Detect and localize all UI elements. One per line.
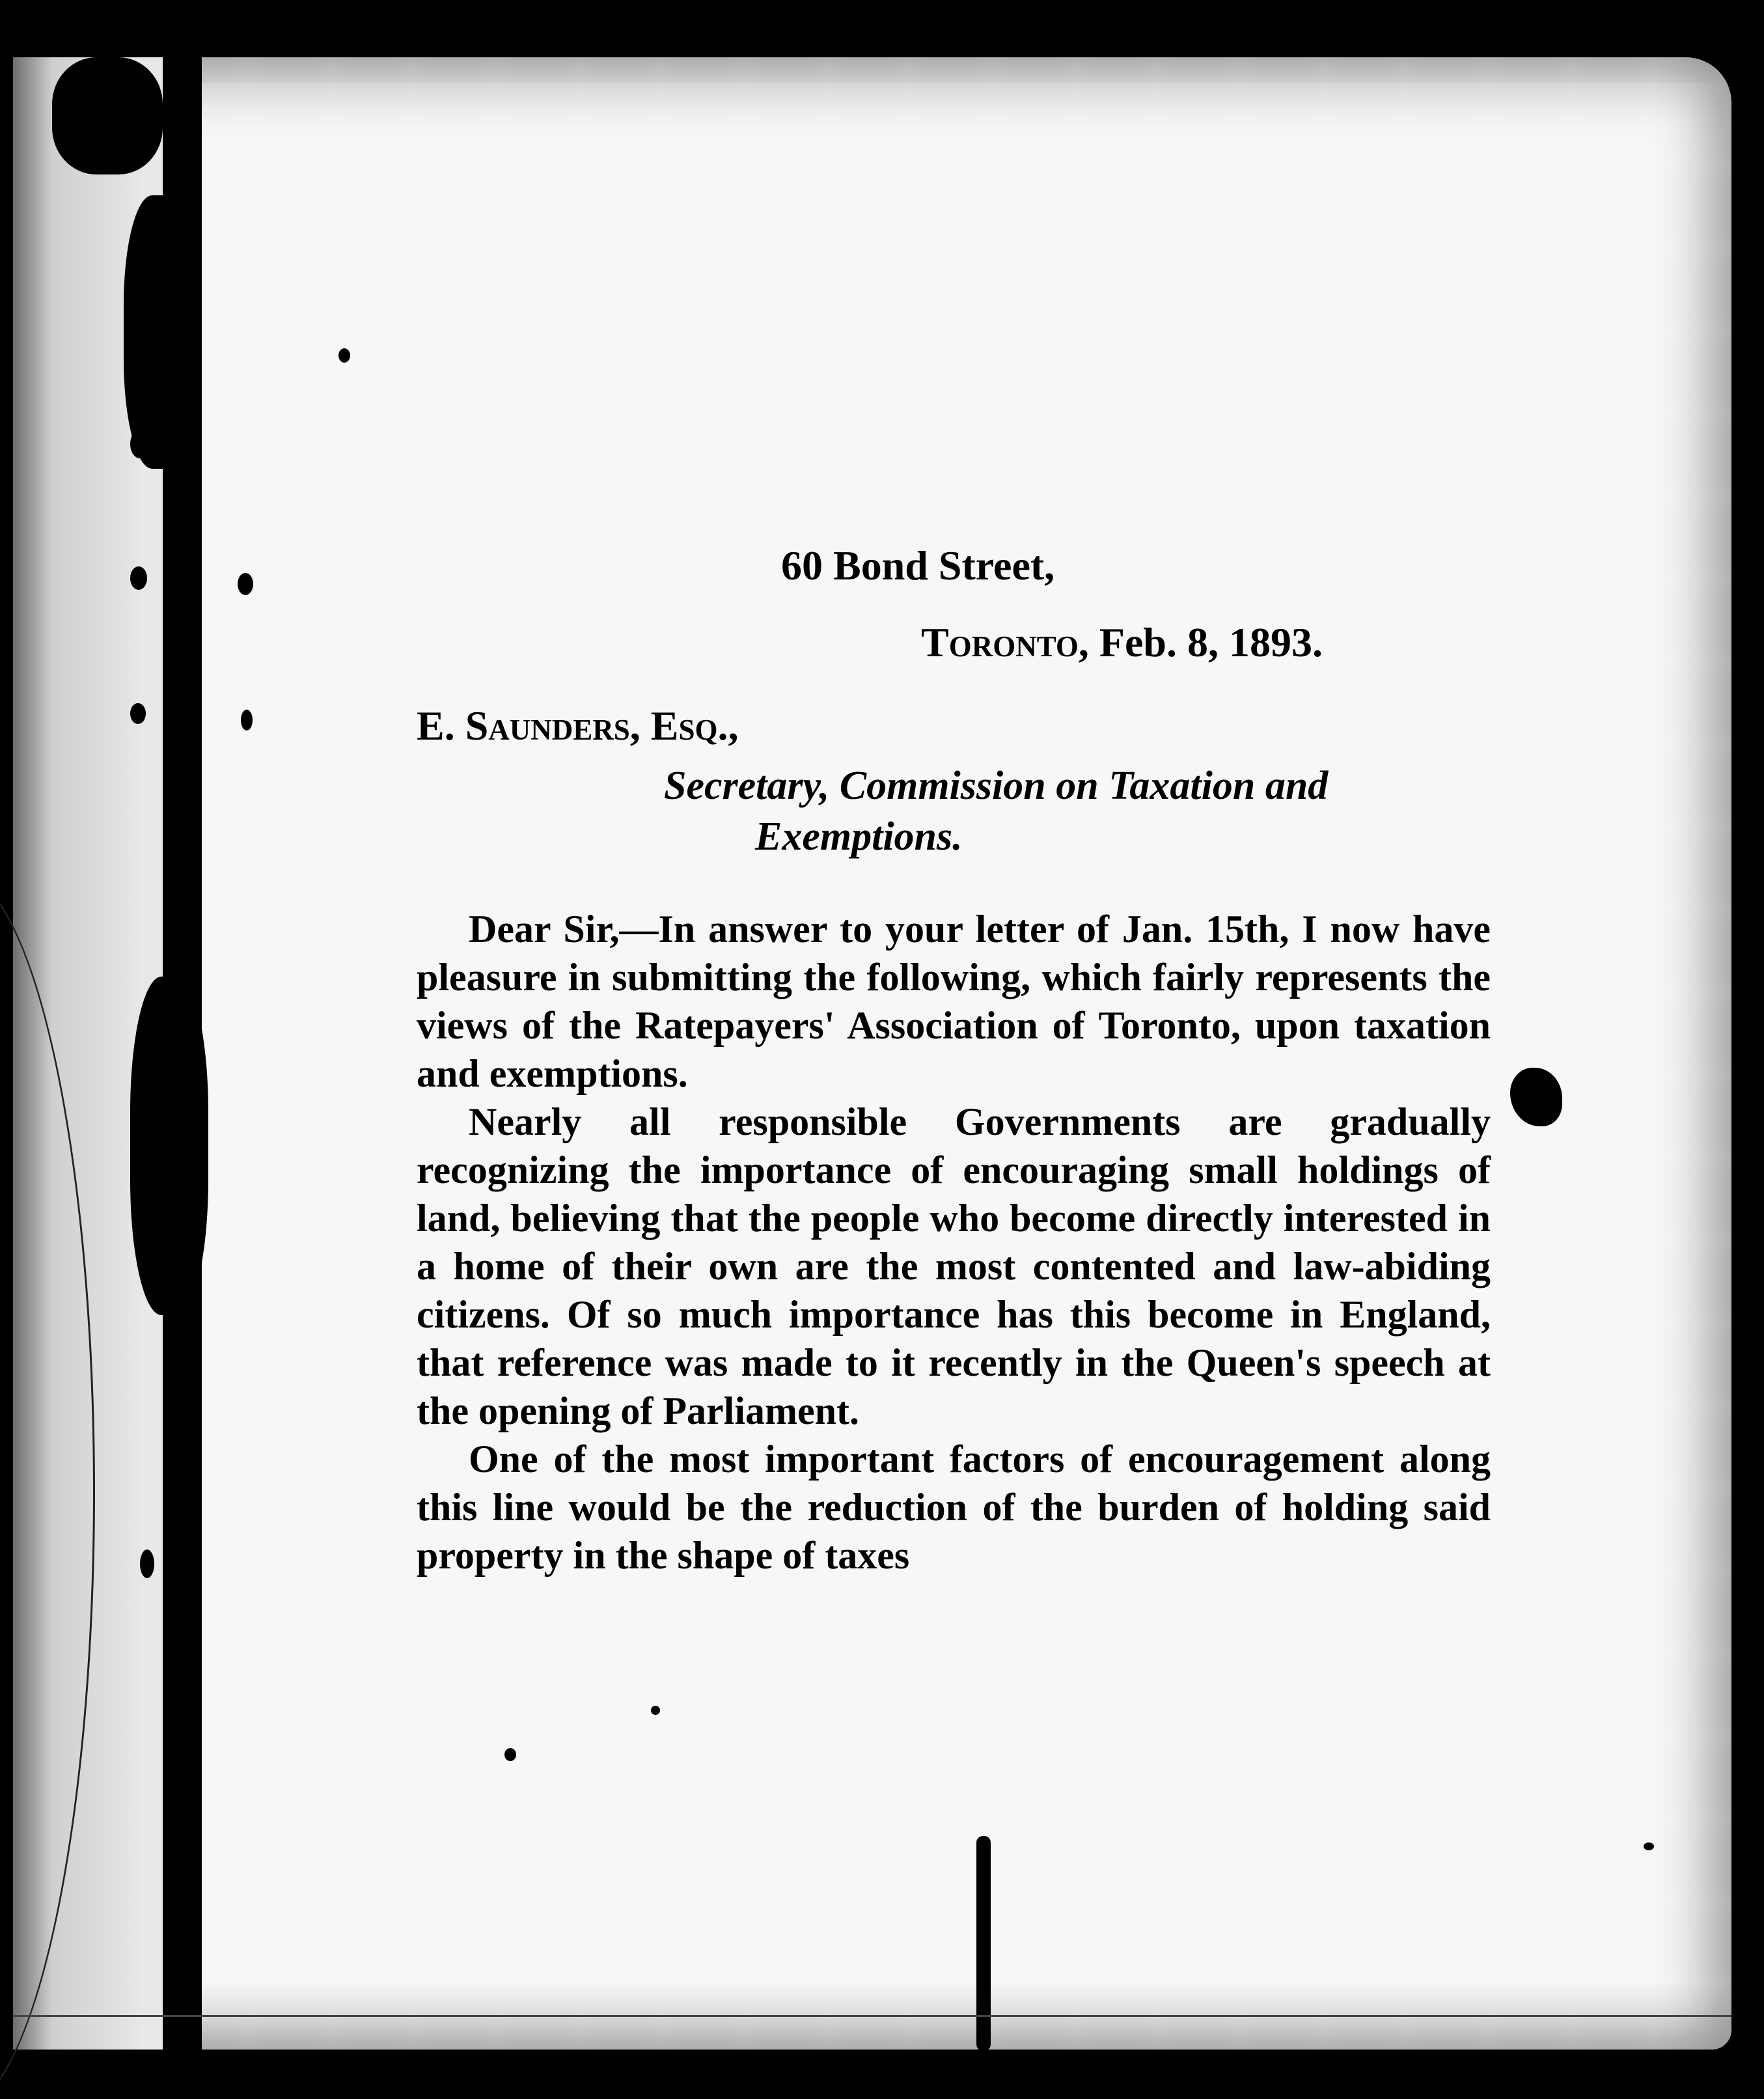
dust-speck [651,1706,660,1715]
paper-crease [976,1836,991,2051]
body-paragraph: Dear Sir,—In answer to your letter of Jan. 15th, I now have pleasure in submitting the following, which fairly represents the views of the Ratepayers' Association of Toronto, upon taxation and exemptions. [417,908,1491,1095]
body-paragraph: One of the most important factors of encouragement along this line would be the reduction of the burden of holding said property in the shape of taxes [417,1438,1491,1577]
punch-hole-mark [504,1748,516,1761]
sender-address: 60 Bond Street, [781,542,1055,589]
punch-hole-mark [140,1550,154,1578]
dust-speck [1644,1842,1654,1850]
recipient-title-line1: Secretary, Commission on Taxation and [664,764,1329,808]
punch-hole-mark [338,348,350,363]
city: Toronto, [921,619,1089,665]
binding-blob [52,57,163,174]
recipient-title [664,760,1510,862]
place-and-date [921,619,1323,667]
letter-date: Feb. 8, 1893. [1099,619,1323,665]
punch-hole-mark [130,430,150,458]
page-bottom-edge [13,2015,1731,2017]
body-paragraph: Nearly all responsible Governments are gradually recognizing the importance of encouraging small holdings of land, believing that the people who become directly interested in a home of their own are the most contented and law-abiding citizens. Of so much importance has this become in England, that reference was made to it recently in the Queen's speech at the opening of Parliament. [417,1100,1491,1432]
recipient-title-line2: Exemptions. [755,814,963,859]
page-curl-arc [0,871,95,2099]
punch-hole-mark [130,703,146,724]
recipient-name: E. Saunders, Esq., [417,702,739,749]
punch-hole-mark [130,566,147,590]
binding-blob [130,977,208,1315]
punch-hole-mark [238,573,253,595]
punch-hole-mark [241,710,253,730]
letter-body [417,905,1491,1579]
binding-blob [124,195,195,469]
